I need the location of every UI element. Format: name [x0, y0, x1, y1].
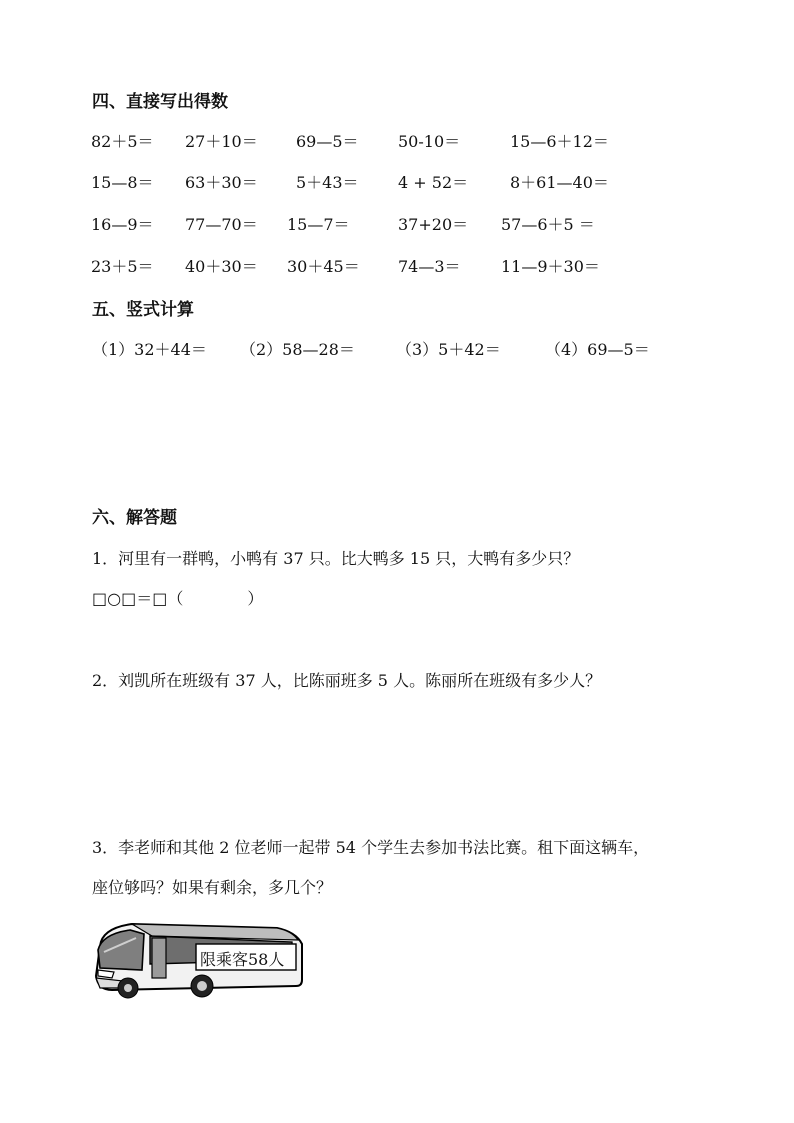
vertical-calc-item: （3）5＋42＝ [396, 340, 501, 359]
expression: 37+20＝ [398, 215, 469, 234]
expression: 82＋5＝ [91, 132, 154, 151]
question-1-formula: □○□＝□（ ） [92, 589, 264, 608]
expression: 11—9＋30＝ [501, 257, 600, 276]
section-4-title: 四、直接写出得数 [92, 92, 228, 112]
bus-illustration [92, 918, 306, 1000]
vertical-calc-item: （1）32＋44＝ [92, 340, 207, 359]
expression: 8＋61—40＝ [510, 173, 609, 192]
expression: 15—6＋12＝ [510, 132, 609, 151]
vertical-calc-item: （2）58—28＝ [240, 340, 355, 359]
vertical-calc-item: （4）69—5＝ [545, 340, 650, 359]
question-3-line-1: 3．李老师和其他 2 位老师一起带 54 个学生去参加书法比赛。租下面这辆车， [92, 838, 650, 857]
expression: 23＋5＝ [91, 257, 154, 276]
question-3-line-2: 座位够吗？如果有剩余，多几个？ [92, 878, 333, 897]
expression: 4 + 52＝ [398, 173, 469, 192]
expression: 74—3＝ [398, 257, 461, 276]
expression: 27＋10＝ [185, 132, 258, 151]
expression: 40＋30＝ [185, 257, 258, 276]
section-6-title: 六、解答题 [92, 508, 177, 528]
expression: 50-10＝ [398, 132, 461, 151]
expression: 57—6＋5 ＝ [501, 215, 595, 234]
expression: 69—5＝ [296, 132, 359, 151]
expression: 30＋45＝ [287, 257, 360, 276]
question-2: 2．刘凯所在班级有 37 人，比陈丽班多 5 人。陈丽所在班级有多少人？ [92, 671, 602, 690]
bus-capacity-sign: 限乘客58人 [200, 950, 285, 969]
expression: 63＋30＝ [185, 173, 258, 192]
section-5-title: 五、竖式计算 [92, 300, 194, 320]
expression: 15—8＝ [91, 173, 154, 192]
expression: 5＋43＝ [296, 173, 359, 192]
expression: 77—70＝ [185, 215, 258, 234]
expression: 16—9＝ [91, 215, 154, 234]
question-1: 1．河里有一群鸭，小鸭有 37 只。比大鸭多 15 只，大鸭有多少只？ [92, 549, 580, 568]
expression: 15—7＝ [287, 215, 350, 234]
